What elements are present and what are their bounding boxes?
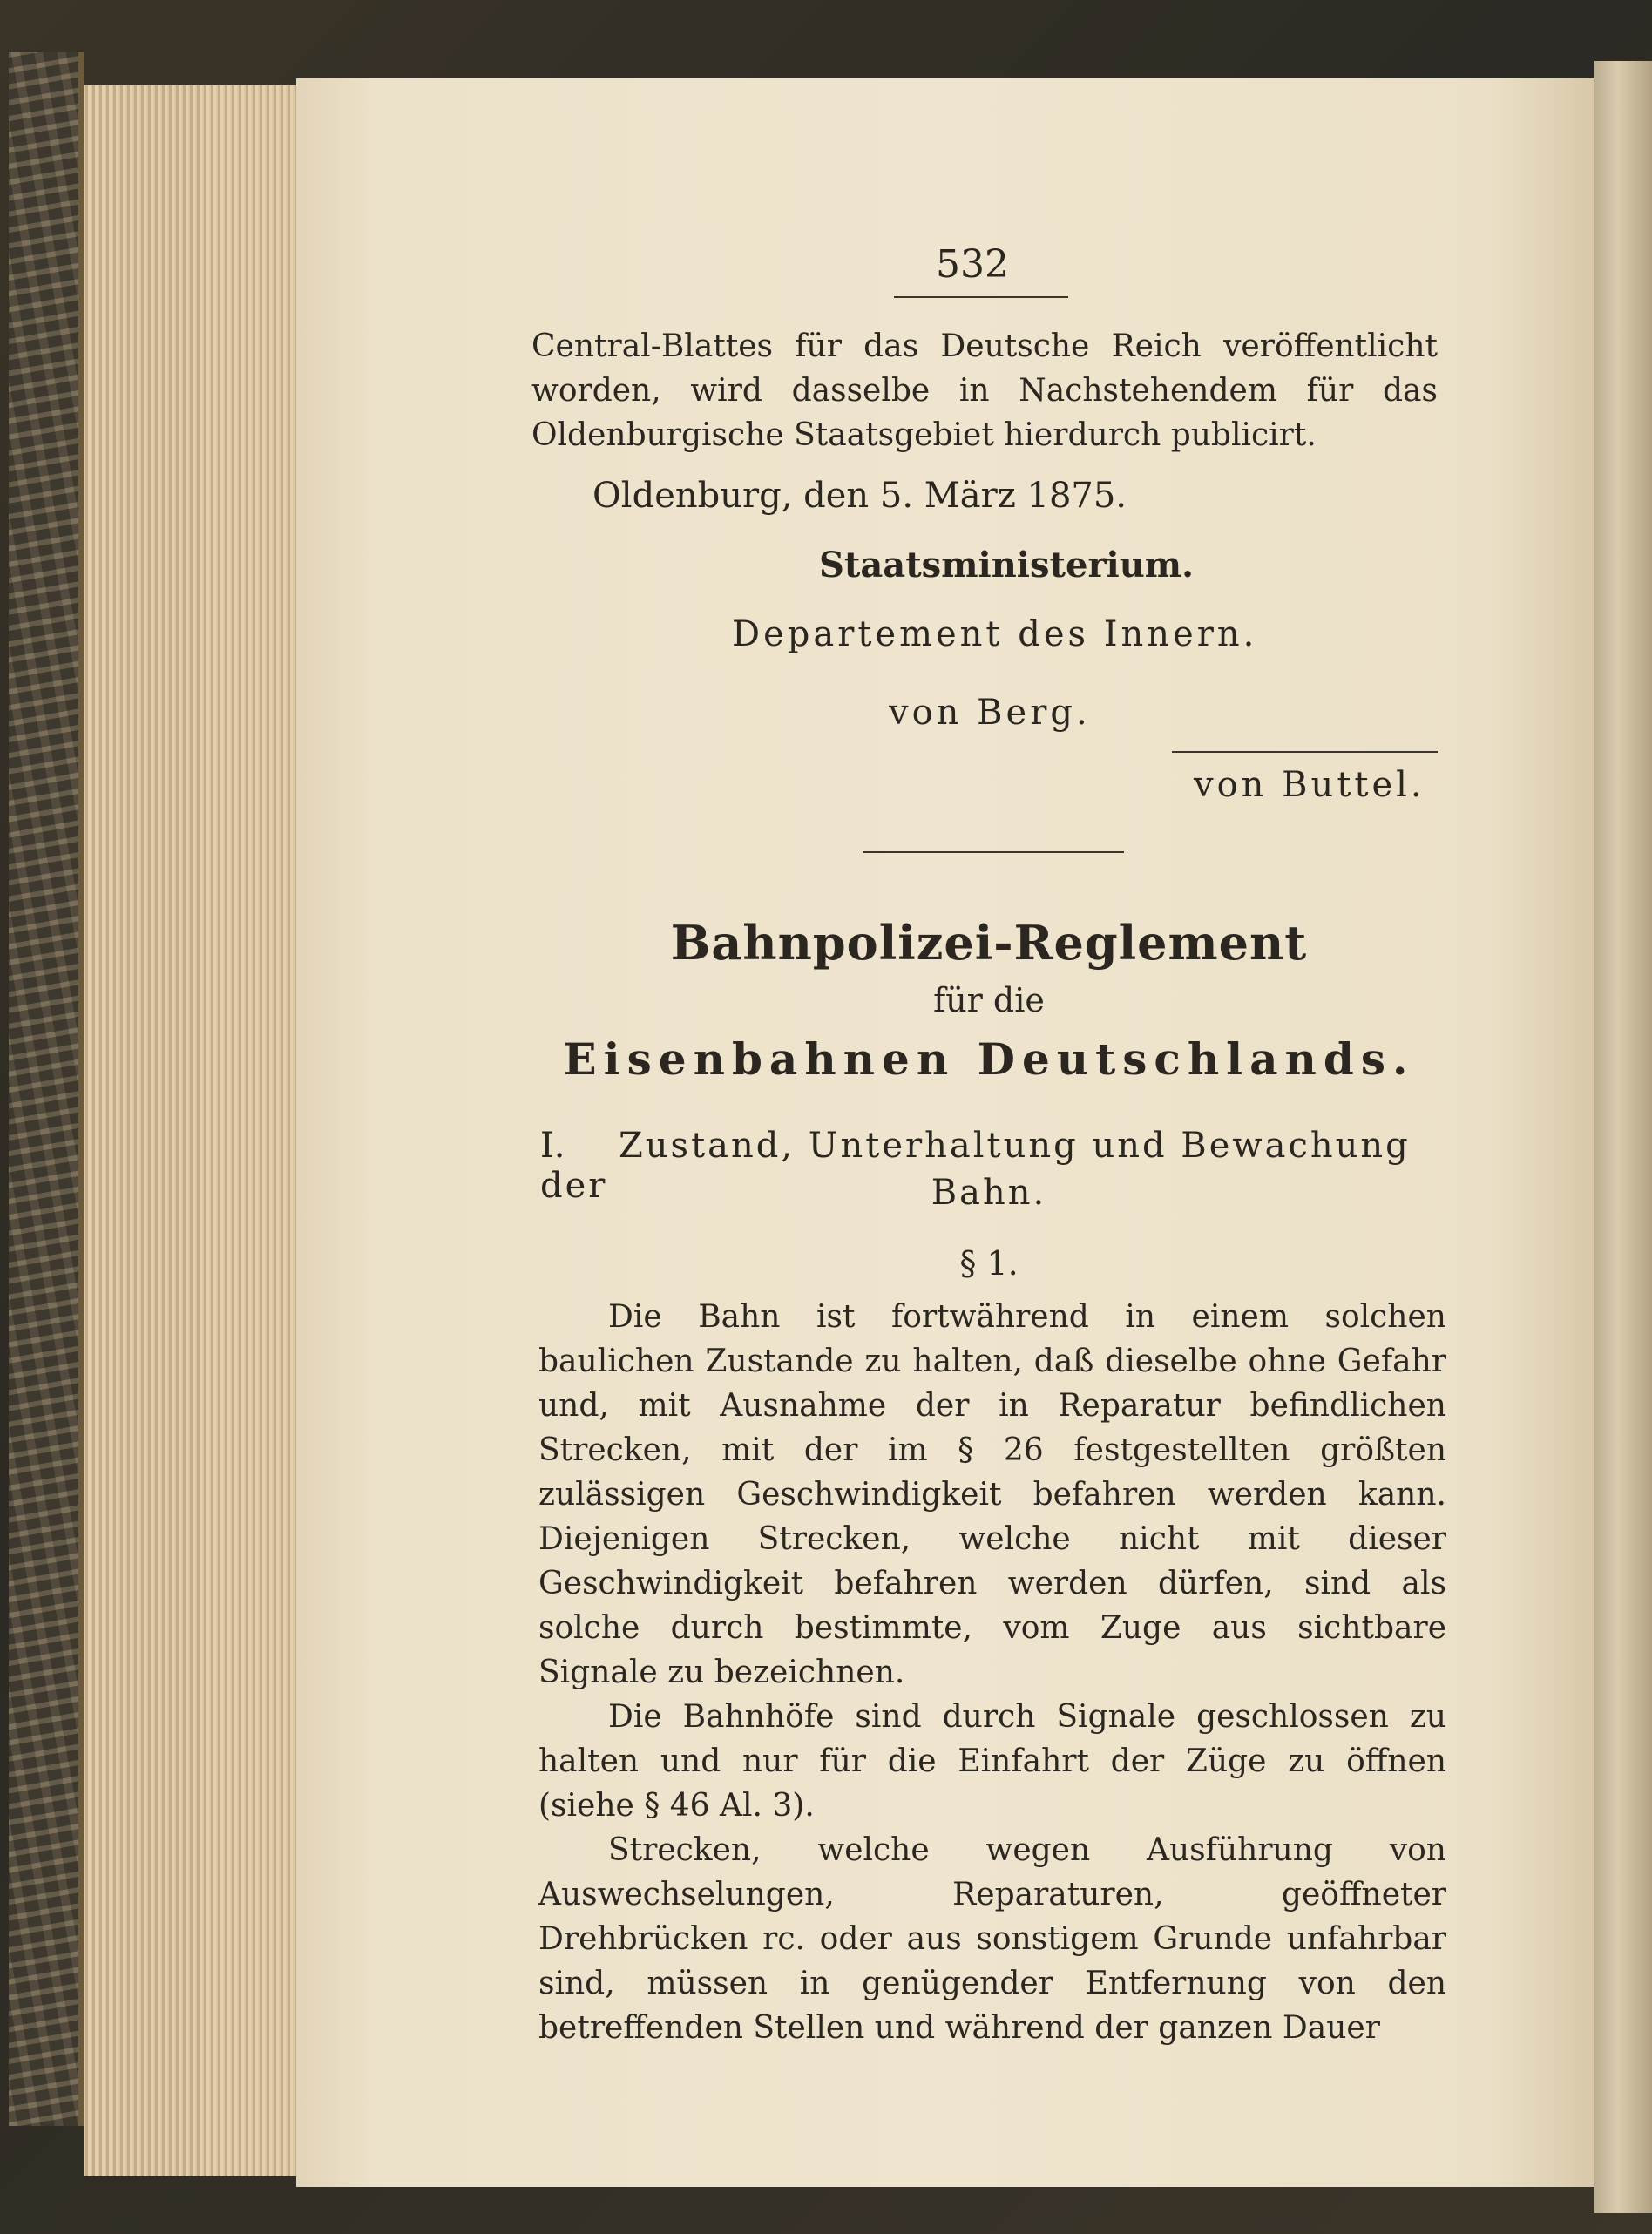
regulation-subtitle: für die [933,981,1045,1019]
body-text [538,1295,1446,2050]
facing-page-edge [1594,61,1652,2213]
paragraph-mark: § 1. [959,1244,1019,1283]
paragraph-3: Strecken, welche wegen Ausführung von Auswechselungen, Reparaturen, geöffneter Drehbrücken rc. oder aus sonstigem Grunde unfahrbar sind, müssen in genügender Entfernung von den betreffenden Stellen und während der ganzen Dauer [538,1832,1446,2046]
section-separator [863,851,1124,853]
section-title-line2: Bahn. [931,1173,1047,1213]
section-title-line1: Zustand, Unterhaltung und Bewachung der [540,1126,1411,1206]
section-number: I. [540,1126,565,1166]
page-number: 532 [936,242,1009,287]
marbled-endpaper [9,52,84,2126]
ministry-name: Staatsministerium. [819,545,1195,586]
department-name: Departement des Innern. [732,614,1258,654]
page-edges [84,85,301,2176]
page-number-rule [894,296,1068,298]
regulation-subject: Eisenbahnen Deutschlands. [563,1033,1415,1085]
paragraph-1: Die Bahn ist fortwährend in einem solchen baulichen Zustande zu halten, daß dieselbe ohne Gefahr und, mit Ausnahme der in Reparatur befindlichen Strecken, mit der im § 26 festgestellten größten zulässigen Geschwindigkeit befahren werden kann. Diejenigen Strecken, welche nicht mit dieser Geschwindigkeit befahren werden dürfen, sind als solche durch bestimmte, vom Zuge aus sichtbare Signale zu bezeichnen. [538,1299,1446,1690]
intro-paragraph: Central-Blattes für das Deutsche Reich veröffentlicht worden, wird dasselbe in Nachstehendem für das Oldenburgische Staatsgebiet hierdurch publicirt. [531,328,1438,453]
paragraph-2: Die Bahnhöfe sind durch Signale geschlossen zu halten und nur für die Einfahrt der Züge zu öffnen (siehe § 46 Al. 3). [538,1699,1446,1824]
date-line: Oldenburg, den 5. März 1875. [592,476,1127,516]
regulation-title: Bahnpolizei-Reglement [670,915,1308,971]
signer-berg: von Berg. [889,693,1091,733]
signer-buttel: von Buttel. [1194,765,1425,805]
signature-rule [1172,751,1438,753]
